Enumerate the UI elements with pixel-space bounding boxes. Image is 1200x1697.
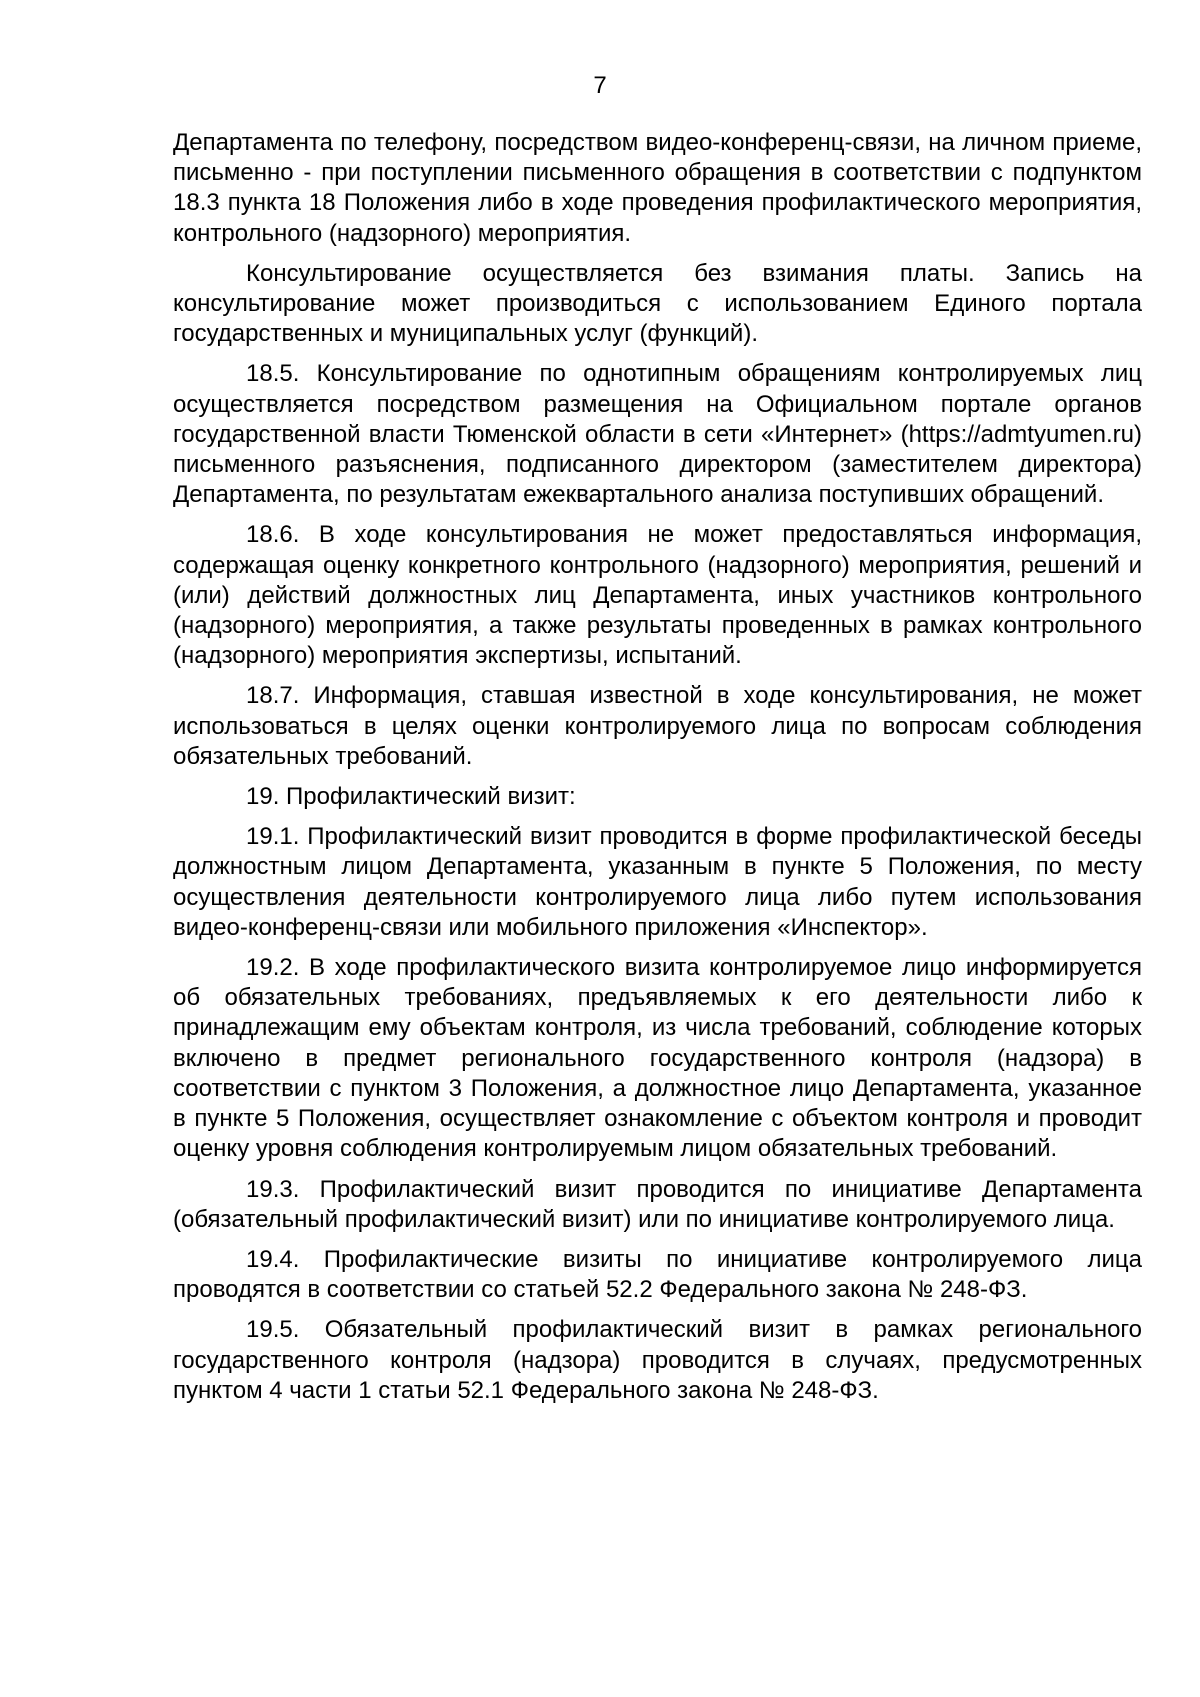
paragraph-consultation-fee: Консультирование осуществляется без взимания платы. Запись на консультирование может производиться с использованием Единого портала государственных и муниципальных услуг (функций). bbox=[173, 259, 1142, 348]
paragraph-19-2: 19.2. В ходе профилактического визита контролируемое лицо информируется об обязательных требованиях, предъявляемых к его деятельности либо к принадлежащим ему объектам контроля, из числа требований, соблюдение которых включено в предмет регионального государственного контроля (надзора) в соответствии с пунктом 3 Положения, а должностное лицо Департамента, указанное в пункте 5 Положения, осуществляет ознакомление с объектом контроля и проводит оценку уровня соблюдения контролируемым лицом обязательных требований. bbox=[173, 954, 1142, 1163]
page-number: 7 bbox=[593, 72, 607, 99]
paragraph-18-6: 18.6. В ходе консультирования не может предоставляться информация, содержащая оценку конкретного контрольного (надзорного) мероприятия, решений и (или) действий должностных лиц Департамента, иных участников контрольного (надзорного) мероприятия, а также результаты проведенных в рамках контрольного (надзорного) мероприятия экспертизы, испытаний. bbox=[173, 521, 1142, 670]
paragraph-19-heading: 19. Профилактический визит: bbox=[246, 783, 576, 811]
paragraph-continuation: Департамента по телефону, посредством видео-конференц-связи, на личном приеме, письменно - при поступлении письменного обращения в соответствии с подпунктом 18.3 пункта 18 Положения либо в ходе проведения профилактического мероприятия, контрольного (надзорного) мероприятия. bbox=[173, 129, 1142, 247]
document-body bbox=[173, 128, 1142, 1416]
paragraph-19-5: 19.5. Обязательный профилактический визит в рамках регионального государственного контроля (надзора) проводится в случаях, предусмотренных пунктом 4 части 1 статьи 52.1 Федерального закона № 248-ФЗ. bbox=[173, 1316, 1142, 1404]
paragraph-19-1: 19.1. Профилактический визит проводится в форме профилактической беседы должностным лицом Департамента, указанным в пункте 5 Положения, по месту осуществления деятельности контролируемого лица либо путем использования видео-конференц-связи или мобильного приложения «Инспектор». bbox=[173, 823, 1142, 941]
paragraph-19-3: 19.3. Профилактический визит проводится по инициативе Департамента (обязательный профилактический визит) или по инициативе контролируемого лица. bbox=[173, 1175, 1142, 1233]
paragraph-18-7: 18.7. Информация, ставшая известной в ходе консультирования, не может использоваться в целях оценки контролируемого лица по вопросам соблюдения обязательных требований. bbox=[173, 682, 1142, 770]
paragraph-19-4: 19.4. Профилактические визиты по инициативе контролируемого лица проводятся в соответствии со статьей 52.2 Федерального закона № 248-ФЗ. bbox=[173, 1245, 1142, 1304]
paragraph-18-5: 18.5. Консультирование по однотипным обращениям контролируемых лиц осуществляется посредством размещения на Официальном портале органов государственной власти Тюменской области в сети «Интернет» (https://admtyumen.ru) письменного разъяснения, подписанного директором (заместителем директора) Департамента, по результатам ежеквартального анализа поступивших обращений. bbox=[173, 360, 1142, 509]
